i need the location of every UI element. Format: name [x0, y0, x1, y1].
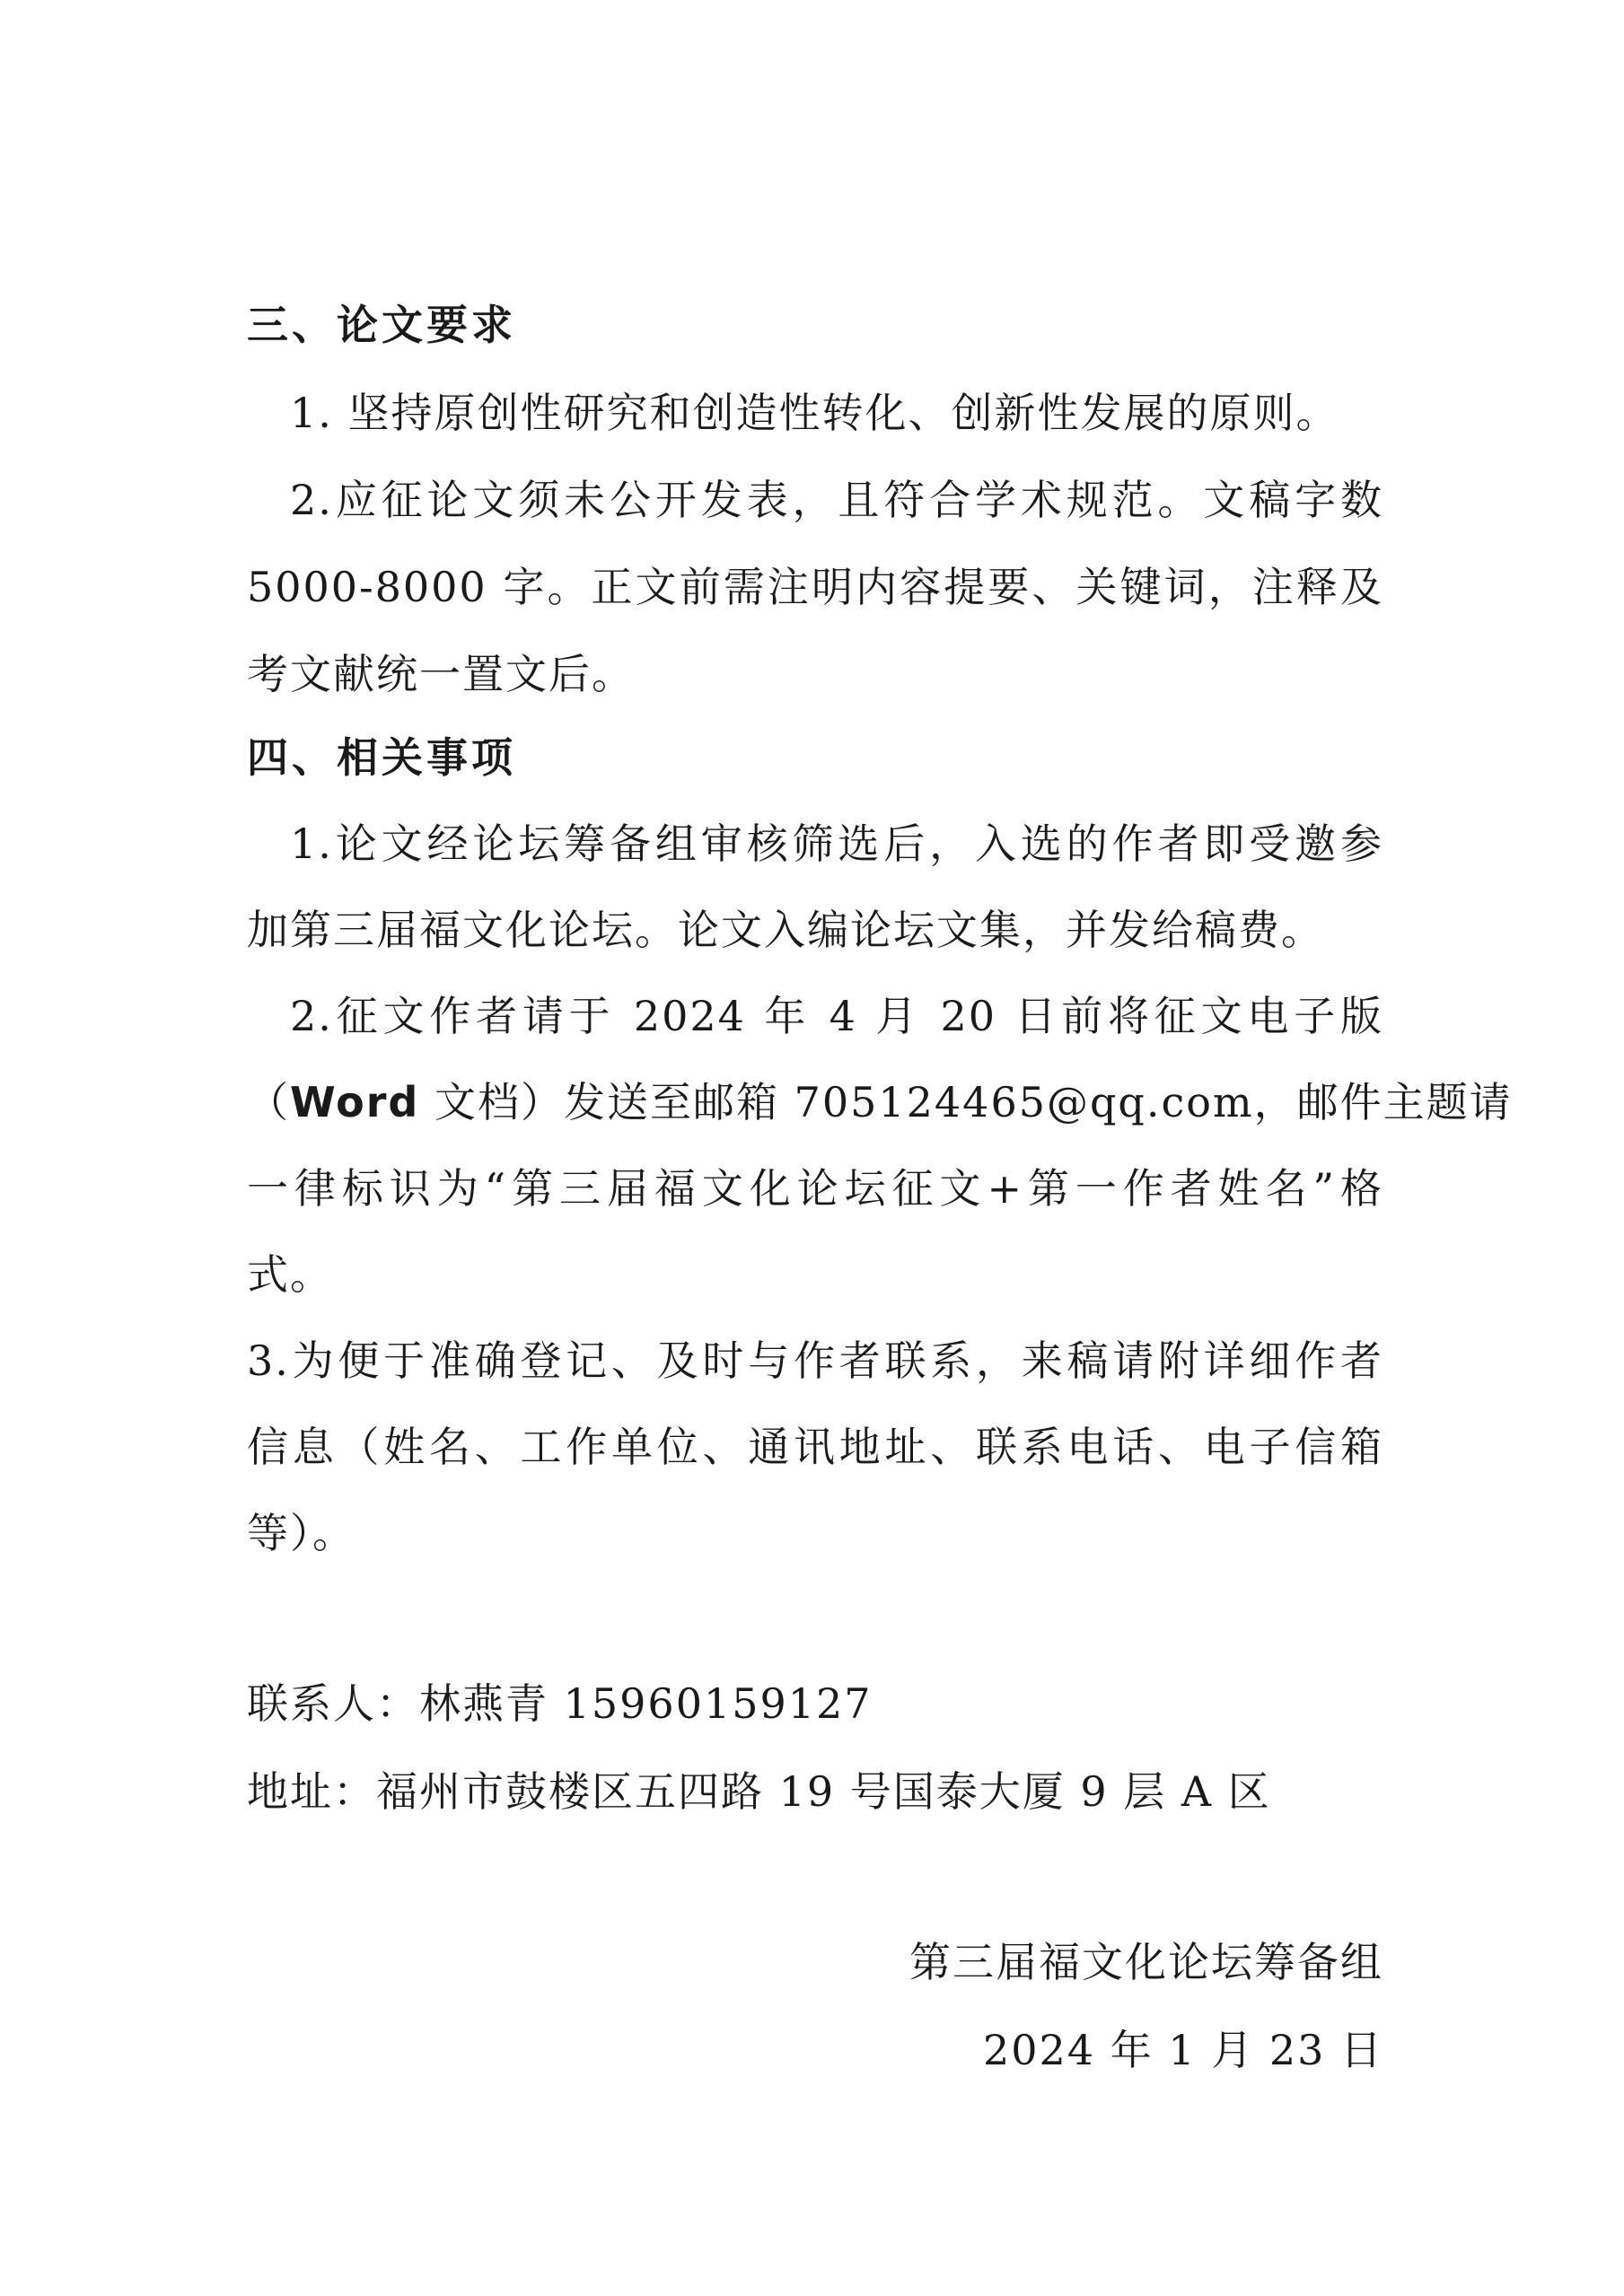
- section4-item2-line2: [247, 1074, 1513, 1131]
- section4-item2-line4: 式。: [247, 1250, 333, 1299]
- section4-item1-line2: 加第三届福文化论坛。论文入编论坛文集，并发给稿费。: [247, 906, 1324, 954]
- signature-date: 2024 年 1 月 23 日: [983, 2026, 1383, 2074]
- section4-item2-line3: 一律标识为“第三届福文化论坛征文+第一作者姓名”格: [247, 1164, 1383, 1213]
- section3-heading: 三、论文要求: [247, 301, 516, 349]
- section4-item3-line2: 信息（姓名、工作单位、通讯地址、联系电话、电子信箱: [247, 1423, 1383, 1471]
- contact-person: 联系人：林燕青 15960159127: [247, 1679, 873, 1728]
- section3-item1: 1. 坚持原创性研究和创造性转化、创新性发展的原则。: [290, 389, 1339, 437]
- section4-item2-line1: 2.征文作者请于 2024 年 4 月 20 日前将征文电子版: [290, 992, 1383, 1040]
- section3-item2-line1: 2.应征论文须未公开发表，且符合学术规范。文稿字数: [290, 476, 1383, 524]
- section4-item3-line3: 等）。: [247, 1509, 356, 1557]
- item2-open-paren: （: [247, 1078, 290, 1126]
- section4-item3-line1: 3.为便于准确登记、及时与作者联系，来稿请附详细作者: [247, 1336, 1383, 1385]
- signature-organization: 第三届福文化论坛筹备组: [909, 1938, 1383, 1986]
- section3-item2-line2: 5000-8000 字。正文前需注明内容提要、关键词，注释及: [247, 563, 1383, 611]
- contact-address: 地址：福州市鼓楼区五四路 19 号国泰大厦 9 层 A 区: [247, 1767, 1271, 1816]
- section4-heading: 四、相关事项: [247, 733, 516, 782]
- item2-line2-rest: 文档）发送至邮箱 705124465@qq.com，邮件主题请: [419, 1078, 1513, 1126]
- section3-item2-line3: 考文献统一置文后。: [247, 650, 635, 698]
- section4-item1-line1: 1.论文经论坛筹备组审核筛选后，入选的作者即受邀参: [290, 819, 1383, 868]
- word-document-label: Word: [290, 1078, 420, 1126]
